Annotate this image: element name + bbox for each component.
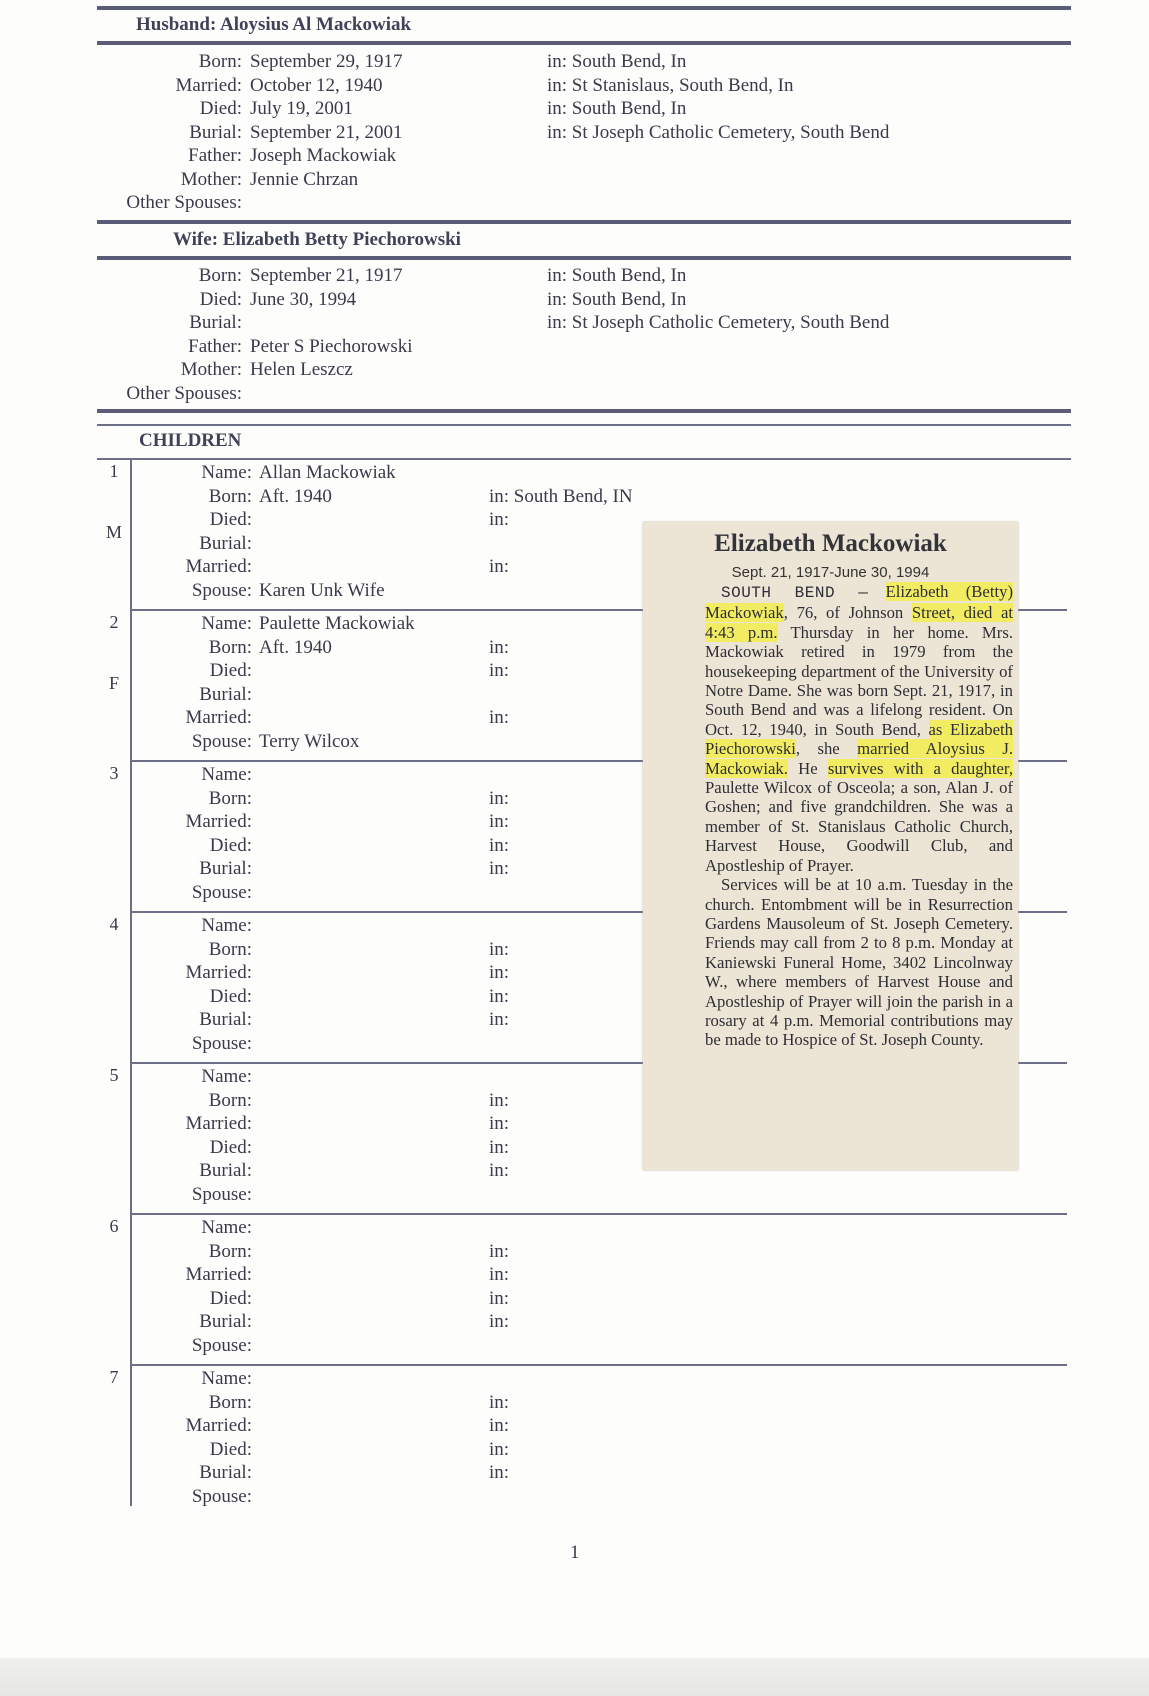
child-number: 4 bbox=[109, 914, 119, 934]
child-place: in: bbox=[489, 556, 510, 577]
husband-value: July 19, 2001 bbox=[250, 98, 353, 119]
child-place: in: bbox=[489, 858, 510, 879]
child-place: in: bbox=[489, 1311, 510, 1332]
child-place: in: bbox=[489, 1160, 510, 1181]
obituary-highlight-5: survives with a daughter, bbox=[827, 758, 1013, 778]
husband-value: October 12, 1940 bbox=[250, 74, 383, 96]
obituary-highlight-1: Elizabeth (Betty) Mackowiak bbox=[705, 582, 1014, 623]
child-place: in: bbox=[489, 811, 510, 832]
obituary-highlight-4: married Aloysius J. Mackowiak. bbox=[705, 739, 1013, 778]
child-value: Paulette Mackowiak bbox=[259, 613, 415, 634]
wife-label: Burial: bbox=[189, 312, 242, 333]
child-number: 7 bbox=[109, 1367, 119, 1387]
child-label: Burial: bbox=[199, 683, 252, 705]
child-label: Born: bbox=[208, 1391, 252, 1413]
child-place: in: bbox=[489, 707, 510, 728]
husband-value: Joseph Mackowiak bbox=[250, 145, 397, 166]
child-label: Married: bbox=[185, 707, 252, 728]
child-place: in: bbox=[489, 787, 510, 809]
child-label: Born: bbox=[208, 1089, 252, 1111]
wife-value: June 30, 1994 bbox=[250, 288, 357, 310]
child-label: Spouse: bbox=[191, 1032, 252, 1054]
child-value: Karen Unk Wife bbox=[259, 579, 385, 601]
child-label: Born: bbox=[208, 1240, 252, 1262]
child-label: Died: bbox=[209, 1438, 252, 1460]
child-value: Allan Mackowiak bbox=[259, 462, 396, 483]
child-label: Name: bbox=[201, 1217, 252, 1238]
child-label: Married: bbox=[185, 811, 252, 832]
wife-label: Father: bbox=[188, 335, 242, 357]
child-label: Married: bbox=[185, 1113, 252, 1134]
child-label: Married: bbox=[185, 962, 252, 983]
husband-value: September 29, 1917 bbox=[250, 51, 403, 72]
child-place: in: bbox=[489, 1438, 510, 1460]
wife-value: Helen Leszcz bbox=[250, 359, 353, 380]
husband-label: Burial: bbox=[189, 121, 242, 143]
child-label: Spouse: bbox=[191, 730, 252, 752]
husband-place: in: St Joseph Catholic Cemetery, South Bend bbox=[547, 121, 890, 143]
children-heading: CHILDREN bbox=[139, 430, 242, 451]
scan-edge bbox=[0, 1658, 1149, 1696]
wife-label: Mother: bbox=[180, 359, 242, 380]
husband-label: Other Spouses: bbox=[126, 192, 242, 213]
child-label: Died: bbox=[209, 660, 252, 681]
child-place: in: South Bend, IN bbox=[489, 485, 633, 507]
obituary-paragraph-2: Services will be at 10 a.m. Tuesday in the church. Entombment will be in Resurrection Gardens Mausoleum of St. Joseph Cemetery. Friends may call from 2 to 8 p.m. Monday at Kaniewski Funeral Home, 3402 Lincolnway W., where members of Harvest House and Apostleship of Prayer will join the parish in a rosary at 4 p.m. Memorial contributions may be made to Hospice of St. Joseph County. bbox=[705, 875, 1013, 1050]
child-number: 1 bbox=[109, 461, 119, 481]
child-place: in: bbox=[489, 1240, 510, 1262]
child-label: Spouse: bbox=[191, 1485, 252, 1507]
child-number: 5 bbox=[109, 1065, 119, 1085]
child-label: Died: bbox=[209, 985, 252, 1007]
children-top-rule-thin bbox=[97, 424, 1071, 426]
obituary-highlight-2: Street, died at 4:43 p.m. bbox=[705, 603, 1014, 642]
top-rule bbox=[97, 6, 1071, 10]
wife-place: in: South Bend, In bbox=[547, 288, 687, 310]
obituary-body bbox=[705, 582, 1013, 1050]
child-place: in: bbox=[489, 985, 510, 1007]
child-place: in: bbox=[489, 1009, 510, 1030]
husband-place: in: South Bend, In bbox=[547, 98, 687, 119]
husband-label: Born: bbox=[198, 51, 242, 72]
obituary-text-5: Paulette Wilcox of Osceola; a son, Alan J. of Goshen; and five grandchildren. She was a member of St. Stanislaus Catholic Church, Harvest House, Goodwill Club, and Apostleship of Prayer. bbox=[705, 778, 1013, 875]
child-label: Spouse: bbox=[191, 1183, 252, 1205]
obituary-text-1: , 76, of Johnson bbox=[783, 603, 904, 623]
child-value: Terry Wilcox bbox=[259, 730, 360, 752]
child-label: Born: bbox=[208, 485, 252, 507]
child-place: in: bbox=[489, 1415, 510, 1436]
husband-label: Mother: bbox=[180, 168, 242, 190]
child-label: Spouse: bbox=[191, 1334, 252, 1356]
child-sex: F bbox=[108, 673, 119, 693]
obituary-text-4: He bbox=[798, 758, 818, 778]
child-value: Aft. 1940 bbox=[259, 485, 332, 507]
child-place: in: bbox=[489, 1287, 510, 1309]
wife-top-rule bbox=[97, 220, 1071, 224]
child-label: Died: bbox=[209, 1136, 252, 1158]
wife-place: in: South Bend, In bbox=[547, 265, 687, 286]
wife-rule bbox=[97, 256, 1071, 260]
obituary-text-3: , she bbox=[795, 739, 840, 759]
husband-rule bbox=[97, 41, 1071, 45]
child-separator bbox=[130, 1213, 1067, 1215]
child-label: Married: bbox=[185, 1415, 252, 1436]
husband-label: Father: bbox=[188, 145, 242, 166]
child-place: in: bbox=[489, 1264, 510, 1285]
obituary-title: Elizabeth Mackowiak bbox=[714, 530, 947, 557]
child-label: Burial: bbox=[199, 532, 252, 554]
child-label: Born: bbox=[208, 636, 252, 658]
husband-value: Jennie Chrzan bbox=[250, 168, 359, 190]
husband-place: in: St Stanislaus, South Bend, In bbox=[547, 74, 794, 96]
husband-label: Married: bbox=[175, 74, 242, 96]
child-place: in: bbox=[489, 1113, 510, 1134]
child-label: Name: bbox=[201, 462, 252, 483]
child-place: in: bbox=[489, 636, 510, 658]
obituary-dateline: SOUTH BEND — bbox=[721, 584, 869, 602]
child-label: Spouse: bbox=[191, 881, 252, 903]
husband-value: September 21, 2001 bbox=[250, 121, 403, 143]
wife-label: Died: bbox=[199, 288, 242, 310]
child-place: in: bbox=[489, 1391, 510, 1413]
wife-value: Peter S Piechorowski bbox=[250, 335, 413, 357]
child-label: Married: bbox=[185, 1264, 252, 1285]
child-label: Name: bbox=[201, 764, 252, 785]
child-label: Married: bbox=[185, 556, 252, 577]
wife-value: September 21, 1917 bbox=[250, 265, 403, 286]
wife-place: in: St Joseph Catholic Cemetery, South Bend bbox=[547, 312, 890, 333]
child-label: Died: bbox=[209, 834, 252, 856]
child-label: Burial: bbox=[199, 858, 252, 879]
husband-label: Died: bbox=[199, 98, 242, 119]
child-place: in: bbox=[489, 509, 510, 530]
child-label: Died: bbox=[209, 1287, 252, 1309]
child-label: Born: bbox=[208, 787, 252, 809]
child-label: Spouse: bbox=[191, 579, 252, 601]
child-label: Burial: bbox=[199, 1009, 252, 1030]
children-header-rule bbox=[97, 458, 1071, 460]
child-label: Born: bbox=[208, 938, 252, 960]
children-top-rule bbox=[97, 409, 1071, 413]
child-label: Died: bbox=[209, 509, 252, 530]
child-place: in: bbox=[489, 660, 510, 681]
child-place: in: bbox=[489, 1089, 510, 1111]
child-label: Burial: bbox=[199, 1311, 252, 1332]
wife-label: Other Spouses: bbox=[126, 382, 242, 404]
obituary-highlight-3: as Elizabeth Piechorowski bbox=[705, 719, 1014, 759]
wife-heading: Wife: Elizabeth Betty Piechorowski bbox=[173, 229, 461, 250]
child-value: Aft. 1940 bbox=[259, 636, 332, 658]
wife-label: Born: bbox=[198, 265, 242, 286]
child-label: Name: bbox=[201, 613, 252, 634]
child-sex: M bbox=[105, 522, 122, 542]
child-separator bbox=[130, 1364, 1067, 1366]
child-place: in: bbox=[489, 1462, 510, 1483]
child-label: Name: bbox=[201, 1066, 252, 1087]
child-number: 3 bbox=[109, 763, 119, 783]
child-place: in: bbox=[489, 834, 510, 856]
child-number: 2 bbox=[109, 612, 119, 632]
child-number: 6 bbox=[109, 1216, 119, 1236]
obituary-dates: Sept. 21, 1917-June 30, 1994 bbox=[731, 564, 930, 581]
child-label: Burial: bbox=[199, 1160, 252, 1181]
child-place: in: bbox=[489, 1136, 510, 1158]
child-label: Burial: bbox=[199, 1462, 252, 1483]
page-number: 1 bbox=[570, 1542, 580, 1563]
obituary-text-2: Thursday in her home. Mrs. Mackowiak retired in 1979 from the housekeeping department of the University of Notre Dame. She was born Sept. 21, 1917, in South Bend and was a lifelong resident. On Oct. 12, 1940, in South Bend, bbox=[705, 622, 1013, 739]
husband-place: in: South Bend, In bbox=[547, 51, 687, 72]
child-label: Name: bbox=[201, 915, 252, 936]
child-place: in: bbox=[489, 962, 510, 983]
obituary-clipping bbox=[643, 522, 1018, 1170]
child-place: in: bbox=[489, 938, 510, 960]
husband-heading: Husband: Aloysius Al Mackowiak bbox=[136, 14, 412, 35]
child-label: Name: bbox=[201, 1368, 252, 1389]
